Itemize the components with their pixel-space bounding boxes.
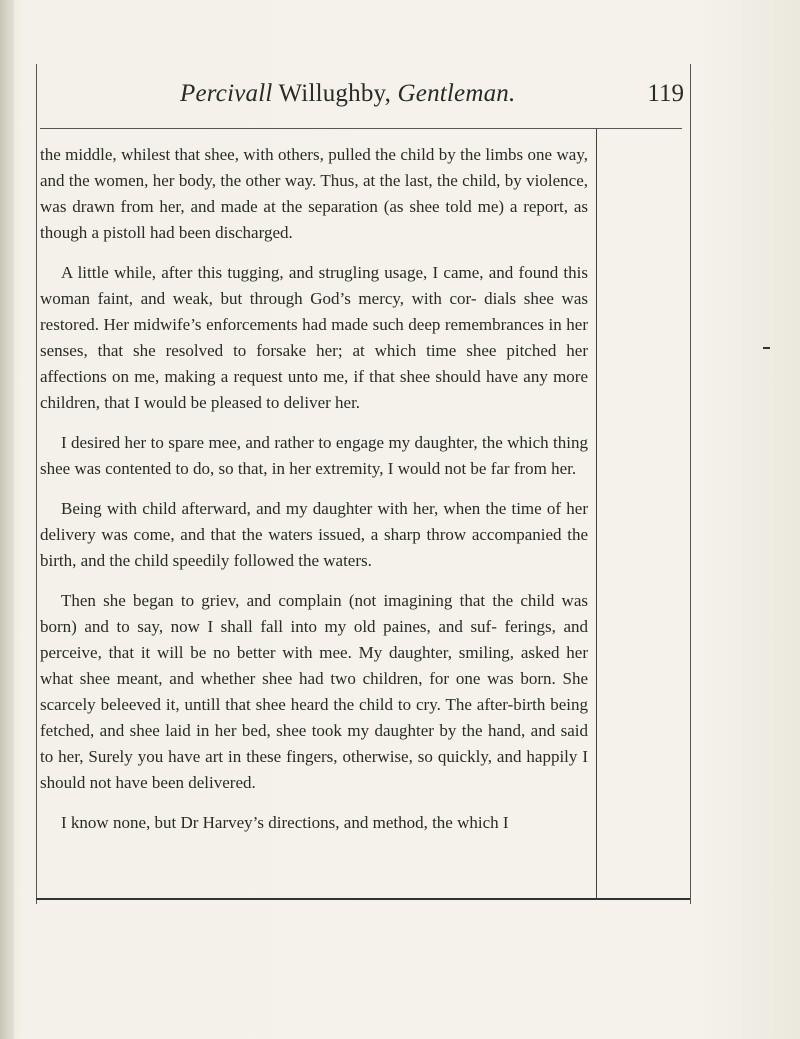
title-author-first-name: Percivall xyxy=(180,80,273,107)
running-header xyxy=(40,74,684,114)
paragraph: Then she began to griev, and complain (not imagining that the child was born) and to say, now I shall fall into my old paines, and suf- ferings, and perceive, that it will be no better with mee. My daughter, smiling, asked her what shee meant, and whether shee had two children, for one was born. She scarcely beleeved it, untill that shee heard the child to cry. The after-birth being fetched, and shee laid in her bed, shee took my daughter by the hand, and said to her, Surely you have art in these fingers, otherwise, so quickly, and happily I should not have been delivered. xyxy=(40,591,588,792)
header-rule xyxy=(40,128,682,129)
page-gutter xyxy=(0,0,14,1039)
paragraph: I desired her to spare mee, and rather to engage my daughter, the which thing shee was contented to do, so that, in her extremity, I would not be far from her. xyxy=(40,433,588,478)
body-text xyxy=(40,142,588,850)
paragraph: Being with child afterward, and my daughter with her, when the time of her delivery was come, and that the waters issued, a sharp throw accompanied the birth, and the child speedily followed the waters. xyxy=(40,499,588,570)
paragraph: I know none, but Dr Harvey’s directions, and method, the which I xyxy=(61,813,509,832)
page-frame-bottom-rule xyxy=(36,898,690,900)
margin-column-rule xyxy=(596,128,597,900)
running-title xyxy=(180,80,515,108)
margin-dash-mark xyxy=(763,347,770,349)
paragraph: the middle, whilest that shee, with others, pulled the child by the limbs one way, and the women, her body, the other way. Thus, at the last, the child, by violence, was drawn from her, and made at the separation (as shee told me) a report, as though a pistoll had been discharged. xyxy=(40,145,588,242)
page-frame-right-rule xyxy=(690,64,691,904)
title-author-designation: Gentleman. xyxy=(397,80,516,107)
paragraph: A little while, after this tugging, and strugling usage, I came, and found this woman faint, and weak, but through God’s mercy, with cor- dials shee was restored. Her midwife’s enforcements had made such deep remembrances in her senses, that she resolved to forsake her; at which time shee pitched her affections on me, making a request unto me, if that shee should have any more children, that I would be pleased to deliver her. xyxy=(40,263,588,412)
title-author-surname: Willughby, xyxy=(272,80,398,107)
page-number: 119 xyxy=(647,80,684,107)
page-frame-left-rule xyxy=(36,64,37,904)
